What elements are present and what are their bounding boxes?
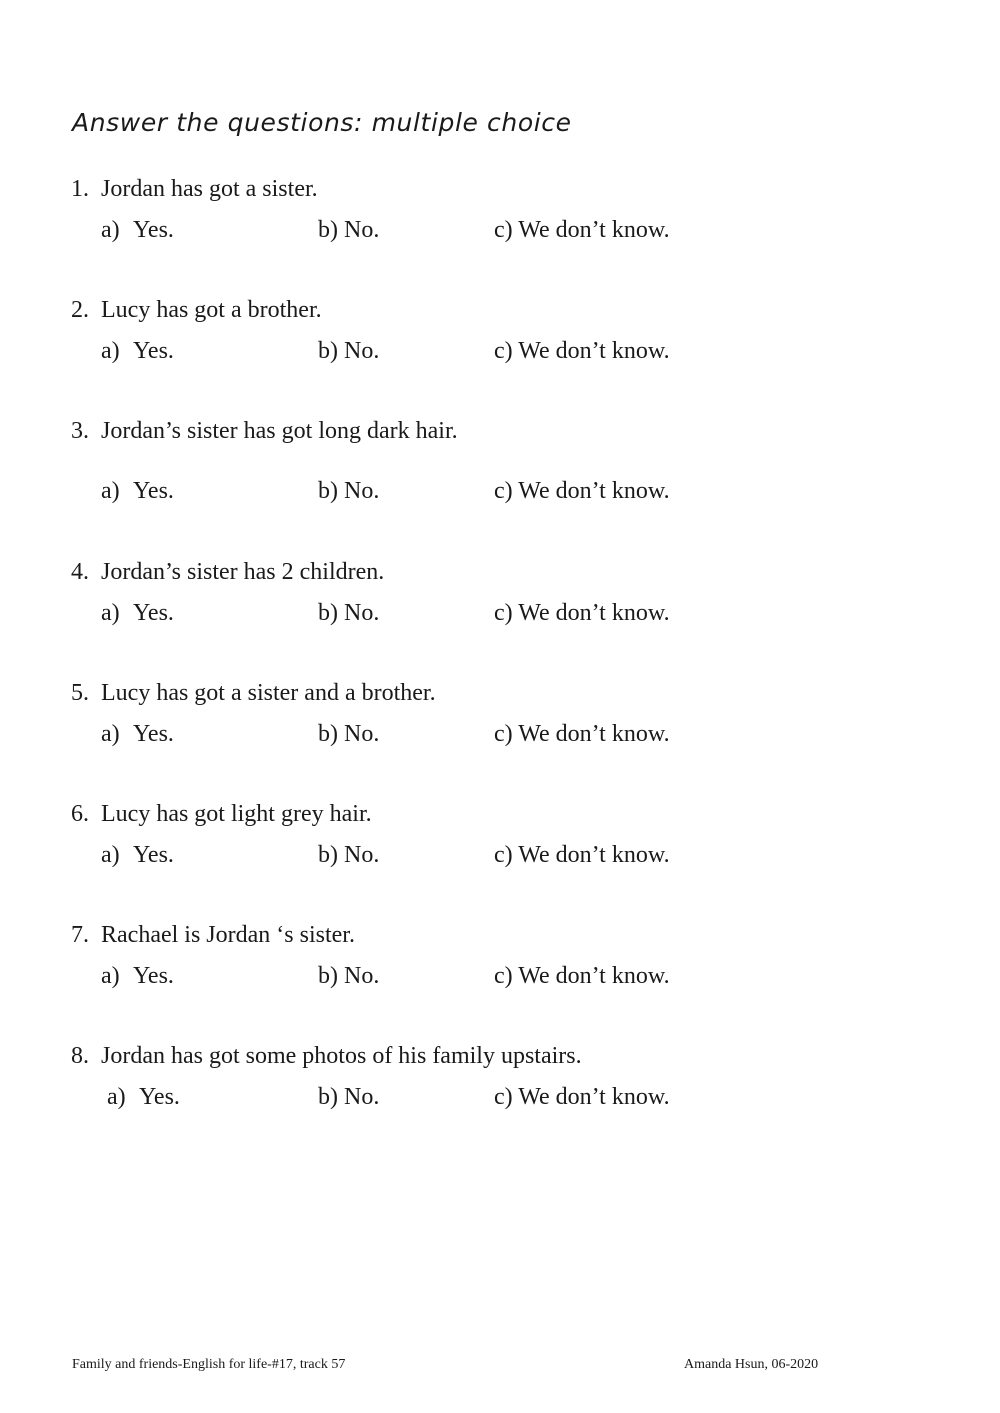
option-b[interactable]: b) No.	[318, 600, 380, 626]
question-text: Jordan’s sister has got long dark hair.	[101, 418, 458, 444]
option-a[interactable]: a) Yes.	[107, 1084, 180, 1110]
option-a[interactable]: a) Yes.	[101, 478, 174, 504]
question-text: Jordan’s sister has 2 children.	[101, 559, 385, 585]
question-stem	[71, 295, 322, 325]
question-number: 7.	[71, 922, 89, 948]
question-1	[71, 174, 871, 254]
question-2	[71, 295, 871, 375]
option-c[interactable]: c) We don’t know.	[494, 721, 670, 747]
question-number: 8.	[71, 1043, 89, 1069]
question-stem	[71, 799, 372, 829]
question-3	[71, 416, 871, 504]
option-c[interactable]: c) We don’t know.	[494, 600, 670, 626]
question-7	[71, 920, 871, 1000]
question-6	[71, 799, 871, 879]
option-b[interactable]: b) No.	[318, 478, 380, 504]
option-b[interactable]: b) No.	[318, 963, 380, 989]
option-c[interactable]: c) We don’t know.	[494, 338, 670, 364]
question-text: Lucy has got light grey hair.	[101, 801, 372, 827]
question-stem	[71, 1041, 582, 1071]
option-a[interactable]: a) Yes.	[101, 721, 174, 747]
question-stem	[71, 678, 436, 708]
option-c[interactable]: c) We don’t know.	[494, 217, 670, 243]
worksheet-heading: Answer the questions: multiple choice	[72, 108, 572, 137]
footer-source: Family and friends-English for life-#17, track 57	[72, 1357, 346, 1372]
question-5	[71, 678, 871, 758]
question-stem	[71, 174, 318, 204]
option-b[interactable]: b) No.	[318, 1084, 380, 1110]
option-a[interactable]: a) Yes.	[101, 338, 174, 364]
option-a[interactable]: a) Yes.	[101, 963, 174, 989]
question-text: Lucy has got a sister and a brother.	[101, 680, 436, 706]
option-c[interactable]: c) We don’t know.	[494, 1084, 670, 1110]
question-stem	[71, 557, 384, 587]
question-text: Rachael is Jordan ‘s sister.	[101, 922, 355, 948]
option-b[interactable]: b) No.	[318, 842, 380, 868]
option-c[interactable]: c) We don’t know.	[494, 478, 670, 504]
question-text: Lucy has got a brother.	[101, 297, 322, 323]
question-text: Jordan has got a sister.	[101, 176, 318, 202]
question-number: 4.	[71, 559, 89, 585]
option-c[interactable]: c) We don’t know.	[494, 963, 670, 989]
option-b[interactable]: b) No.	[318, 721, 380, 747]
question-number: 6.	[71, 801, 89, 827]
question-stem	[71, 920, 355, 950]
question-number: 1.	[71, 176, 89, 202]
question-number: 5.	[71, 680, 89, 706]
option-b[interactable]: b) No.	[318, 217, 380, 243]
option-a[interactable]: a) Yes.	[101, 600, 174, 626]
footer-author: Amanda Hsun, 06-2020	[684, 1357, 819, 1372]
option-c[interactable]: c) We don’t know.	[494, 842, 670, 868]
question-text: Jordan has got some photos of his family upstairs.	[101, 1043, 582, 1069]
question-4	[71, 557, 871, 637]
question-number: 2.	[71, 297, 89, 323]
question-8	[71, 1041, 871, 1121]
question-stem	[71, 416, 458, 446]
option-b[interactable]: b) No.	[318, 338, 380, 364]
option-a[interactable]: a) Yes.	[101, 217, 174, 243]
question-number: 3.	[71, 418, 89, 444]
option-a[interactable]: a) Yes.	[101, 842, 174, 868]
